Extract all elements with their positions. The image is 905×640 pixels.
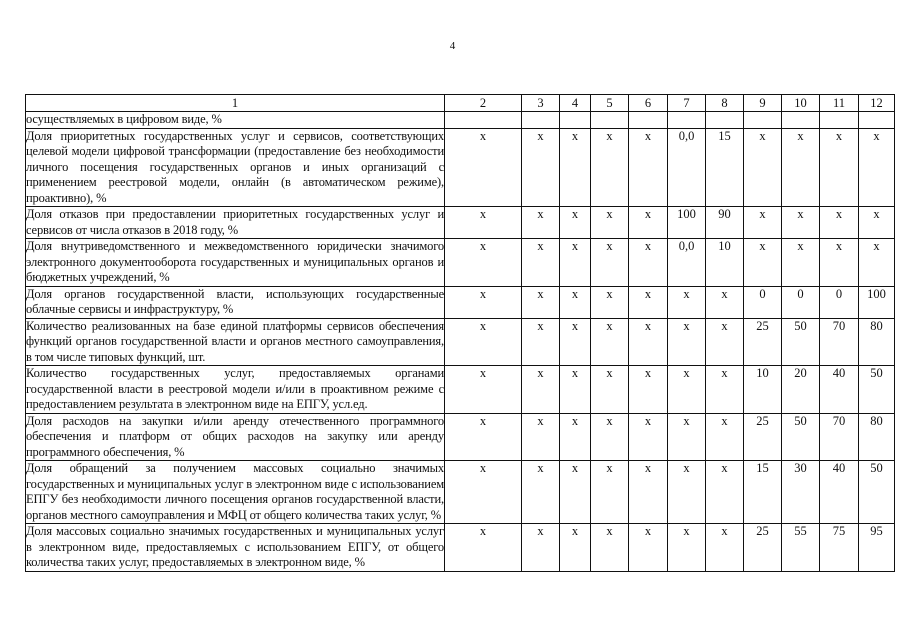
- indicator-value: х: [706, 413, 744, 461]
- indicator-value: х: [591, 207, 629, 239]
- indicator-value: 30: [782, 461, 820, 524]
- table-row: [26, 366, 895, 414]
- indicator-value: 100: [859, 286, 895, 318]
- table-row: [26, 286, 895, 318]
- indicator-value: х: [782, 239, 820, 287]
- indicator-value: 40: [820, 461, 859, 524]
- indicator-value: х: [629, 207, 668, 239]
- empty-cell: [820, 112, 859, 129]
- indicator-value: х: [744, 239, 782, 287]
- indicator-value: х: [560, 524, 591, 572]
- indicator-value: 15: [706, 128, 744, 207]
- indicator-value: 0: [744, 286, 782, 318]
- indicator-value: х: [522, 128, 560, 207]
- indicator-value: 50: [782, 413, 820, 461]
- indicator-value: х: [668, 318, 706, 366]
- indicator-value: х: [591, 461, 629, 524]
- indicator-value: х: [820, 239, 859, 287]
- indicator-value: 90: [706, 207, 744, 239]
- indicator-value: 70: [820, 413, 859, 461]
- empty-cell: [744, 112, 782, 129]
- indicator-value: 40: [820, 366, 859, 414]
- indicator-value: х: [744, 207, 782, 239]
- column-header: 10: [782, 95, 820, 112]
- indicator-value: х: [560, 128, 591, 207]
- empty-cell: [522, 112, 560, 129]
- indicator-value: х: [591, 128, 629, 207]
- indicator-value: х: [668, 524, 706, 572]
- indicator-value: х: [629, 366, 668, 414]
- indicator-value: х: [859, 239, 895, 287]
- indicator-value: х: [522, 366, 560, 414]
- indicator-value: х: [445, 286, 522, 318]
- indicator-value: х: [591, 318, 629, 366]
- indicator-value: х: [560, 207, 591, 239]
- indicator-value: х: [706, 318, 744, 366]
- indicator-value: х: [445, 524, 522, 572]
- indicator-value: 50: [859, 366, 895, 414]
- indicator-value: х: [522, 207, 560, 239]
- empty-cell: [706, 112, 744, 129]
- indicator-value: х: [629, 239, 668, 287]
- indicator-value: х: [591, 413, 629, 461]
- indicator-value: х: [522, 413, 560, 461]
- table-body: [26, 112, 895, 572]
- table-row: [26, 413, 895, 461]
- indicator-value: х: [629, 524, 668, 572]
- indicator-value: 20: [782, 366, 820, 414]
- empty-cell: [591, 112, 629, 129]
- empty-cell: [668, 112, 706, 129]
- indicator-value: х: [668, 461, 706, 524]
- indicator-value: 0: [820, 286, 859, 318]
- indicator-value: х: [560, 318, 591, 366]
- column-header: 2: [445, 95, 522, 112]
- indicator-value: 10: [706, 239, 744, 287]
- indicator-value: х: [706, 286, 744, 318]
- indicator-name: Количество реализованных на базе единой платформы сервисов обеспечения функций органов государственной власти и органов местного самоуправления, в том числе типовых функций, шт.: [26, 318, 444, 364]
- indicators-table: [25, 94, 895, 572]
- indicator-value: х: [522, 239, 560, 287]
- empty-cell: [560, 112, 591, 129]
- empty-cell: [782, 112, 820, 129]
- indicator-value: х: [629, 413, 668, 461]
- indicator-value: х: [668, 286, 706, 318]
- table-row: [26, 128, 895, 207]
- indicator-value: 75: [820, 524, 859, 572]
- indicator-value: 0: [782, 286, 820, 318]
- indicator-value: х: [744, 128, 782, 207]
- column-header: 9: [744, 95, 782, 112]
- indicator-value: 50: [782, 318, 820, 366]
- indicator-name: Доля приоритетных государственных услуг и сервисов, соответствующих целевой модели цифровой трансформации (предоставление без необходимости личного посещения государственных органов и иных организаций с применением реестровой модели, онлайн (в автоматическом режиме), проактивно), %: [26, 128, 444, 205]
- empty-cell: [445, 112, 522, 129]
- indicator-value: х: [782, 207, 820, 239]
- indicator-value: 10: [744, 366, 782, 414]
- indicator-name: Доля расходов на закупки и/или аренду отечественного программного обеспечения и платформ от общих расходов на закупку или аренду программного обеспечения, %: [26, 413, 444, 459]
- indicator-value: х: [859, 207, 895, 239]
- indicator-name: Количество государственных услуг, предоставляемых органами государственной власти в реестровой модели и/или в проактивном режиме с предоставлением результата в электронном виде на ЕПГУ, усл.ед.: [26, 366, 444, 411]
- indicator-name: Доля внутриведомственного и межведомственного юридически значимого электронного документооборота государственных и муниципальных органов и бюджетных учреждений, %: [26, 239, 444, 284]
- indicator-value: х: [668, 413, 706, 461]
- indicator-value: 25: [744, 318, 782, 366]
- indicator-value: х: [706, 524, 744, 572]
- indicator-value: х: [445, 413, 522, 461]
- indicator-name: Доля отказов при предоставлении приоритетных государственных услуг и сервисов от числа отказов в 2018 году, %: [26, 207, 444, 237]
- indicator-value: х: [591, 366, 629, 414]
- indicator-value: х: [522, 318, 560, 366]
- continuation-text: осуществляемых в цифровом виде, %: [26, 112, 445, 129]
- indicator-value: х: [706, 366, 744, 414]
- table-row: [26, 461, 895, 524]
- indicator-value: х: [445, 366, 522, 414]
- column-header: 7: [668, 95, 706, 112]
- indicator-value: х: [560, 366, 591, 414]
- indicator-value: х: [522, 286, 560, 318]
- indicator-value: х: [629, 286, 668, 318]
- indicator-value: х: [445, 207, 522, 239]
- indicator-value: х: [560, 239, 591, 287]
- indicator-value: х: [591, 524, 629, 572]
- indicator-value: х: [445, 128, 522, 207]
- indicator-value: х: [560, 461, 591, 524]
- indicator-value: 95: [859, 524, 895, 572]
- column-header: 3: [522, 95, 560, 112]
- indicator-value: х: [591, 286, 629, 318]
- indicator-value: х: [522, 461, 560, 524]
- column-header: 5: [591, 95, 629, 112]
- indicator-value: х: [859, 128, 895, 207]
- column-header: 1: [26, 95, 445, 112]
- column-header: 12: [859, 95, 895, 112]
- indicator-value: 50: [859, 461, 895, 524]
- indicator-value: 15: [744, 461, 782, 524]
- indicator-value: 0,0: [668, 128, 706, 207]
- column-header: 6: [629, 95, 668, 112]
- indicator-value: 55: [782, 524, 820, 572]
- indicator-value: х: [820, 128, 859, 207]
- continuation-row: [26, 112, 895, 129]
- empty-cell: [629, 112, 668, 129]
- column-header: 11: [820, 95, 859, 112]
- indicator-value: х: [629, 128, 668, 207]
- indicator-value: х: [445, 461, 522, 524]
- indicator-name: Доля органов государственной власти, использующих государственные облачные сервисы и инфраструктуру, %: [26, 286, 444, 316]
- table-row: [26, 239, 895, 287]
- table-row: [26, 318, 895, 366]
- indicator-value: х: [782, 128, 820, 207]
- indicator-value: х: [629, 461, 668, 524]
- indicator-value: х: [560, 413, 591, 461]
- page-number: 4: [449, 40, 456, 52]
- indicator-value: х: [445, 318, 522, 366]
- indicator-value: х: [445, 239, 522, 287]
- indicator-value: 100: [668, 207, 706, 239]
- indicator-value: 80: [859, 318, 895, 366]
- indicator-value: х: [591, 239, 629, 287]
- empty-cell: [859, 112, 895, 129]
- indicator-value: х: [706, 461, 744, 524]
- indicator-value: х: [668, 366, 706, 414]
- indicator-value: 70: [820, 318, 859, 366]
- table-row: [26, 524, 895, 572]
- indicator-value: х: [629, 318, 668, 366]
- column-header: 8: [706, 95, 744, 112]
- indicator-name: Доля массовых социально значимых государственных и муниципальных услуг в электронном виде, предоставляемых с использованием ЕПГУ, от общего количества таких услуг, предоставляемых в электронном виде, %: [26, 524, 444, 569]
- indicator-value: 0,0: [668, 239, 706, 287]
- indicator-value: х: [820, 207, 859, 239]
- indicator-value: 25: [744, 413, 782, 461]
- indicator-value: 25: [744, 524, 782, 572]
- indicator-name: Доля обращений за получением массовых социально значимых государственных и муниципальных услуг в электронном виде с использованием ЕПГУ без необходимости личного посещения органов государственной власти, органов местного самоуправления и МФЦ от общего количества таких услуг, %: [26, 461, 444, 522]
- column-header: 4: [560, 95, 591, 112]
- table-row: [26, 207, 895, 239]
- indicator-value: х: [560, 286, 591, 318]
- indicator-value: 80: [859, 413, 895, 461]
- table-header-row: [26, 95, 895, 112]
- indicator-value: х: [522, 524, 560, 572]
